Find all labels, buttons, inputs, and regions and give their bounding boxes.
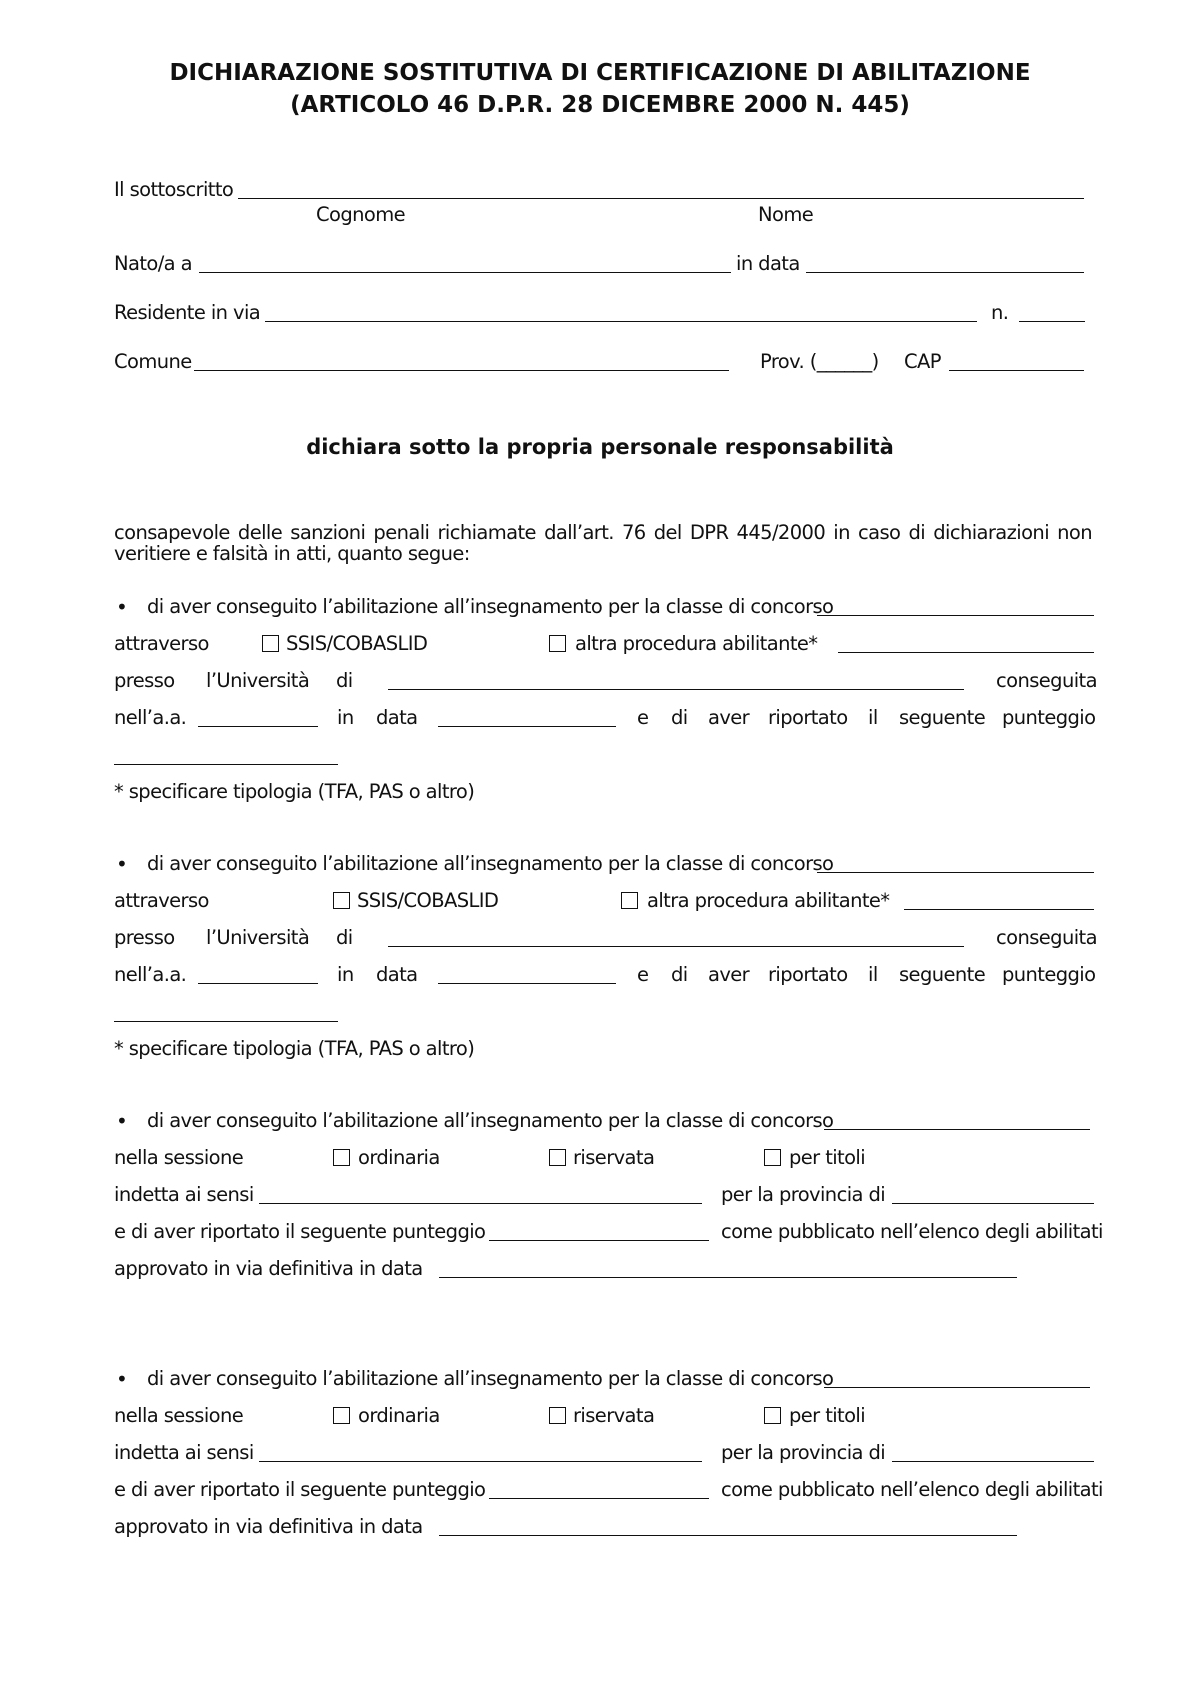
universita-field[interactable] <box>388 946 964 947</box>
presso-label: presso <box>114 926 175 949</box>
anno-accademico-label: nell’a.a. <box>114 963 187 986</box>
luogo-nascita-field[interactable] <box>199 272 731 273</box>
riportato-label: riportato <box>768 963 848 986</box>
punteggio-frase: e di aver riportato il seguente punteggio <box>114 1478 486 1501</box>
data-approvazione-field[interactable] <box>439 1535 1017 1536</box>
universita-field[interactable] <box>388 689 964 690</box>
e-label: e <box>637 963 649 986</box>
conseguita-label: conseguita <box>996 669 1097 692</box>
sessione-label: nella sessione <box>114 1404 244 1427</box>
abilitazione-text: di aver conseguito l’abilitazione all’insegnamento per la classe di concorso <box>147 852 834 875</box>
indetta-field[interactable] <box>259 1461 702 1462</box>
indetta-label: indetta ai sensi <box>114 1183 254 1206</box>
aver-label: aver <box>708 706 750 729</box>
punteggio-field[interactable] <box>489 1240 709 1241</box>
classe-concorso-field[interactable] <box>824 1387 1090 1388</box>
sottoscritto-label: Il sottoscritto <box>114 178 234 201</box>
il-label: il <box>868 706 878 729</box>
riservata-checkbox[interactable] <box>549 1149 566 1166</box>
cognome-caption: Cognome <box>316 203 406 226</box>
nome-cognome-field[interactable] <box>238 198 1084 199</box>
comune-field[interactable] <box>194 370 729 371</box>
altra-procedura-label: altra procedura abilitante* <box>647 889 890 912</box>
riservata-label: riservata <box>573 1146 655 1169</box>
approvato-label: approvato in via definitiva in data <box>114 1257 423 1280</box>
per-titoli-checkbox[interactable] <box>764 1407 781 1424</box>
ssis-label: SSIS/COBASLID <box>286 632 428 655</box>
bullet-icon: • <box>116 852 128 876</box>
di-label: di <box>336 669 353 692</box>
per-titoli-checkbox[interactable] <box>764 1149 781 1166</box>
provincia-field[interactable]: Prov. (______) <box>760 350 879 373</box>
numero-civico-field[interactable] <box>1019 321 1085 322</box>
pubblicato-label: come pubblicato nell’elenco degli abilitati <box>721 1478 1103 1501</box>
per-titoli-label: per titoli <box>789 1146 866 1169</box>
di-label: di <box>671 706 688 729</box>
altra-procedura-checkbox[interactable] <box>621 892 638 909</box>
sessione-label: nella sessione <box>114 1146 244 1169</box>
ssis-checkbox[interactable] <box>262 635 279 652</box>
punteggio-label: punteggio <box>1002 706 1096 729</box>
classe-concorso-field[interactable] <box>817 615 1094 616</box>
pubblicato-label: come pubblicato nell’elenco degli abilitati <box>721 1220 1103 1243</box>
in-label: in <box>337 963 354 986</box>
bullet-icon: • <box>116 1367 128 1391</box>
altra-procedura-field[interactable] <box>904 909 1094 910</box>
cap-label: CAP <box>904 350 941 373</box>
in-label: in <box>337 706 354 729</box>
per-titoli-label: per titoli <box>789 1404 866 1427</box>
nome-caption: Nome <box>758 203 814 226</box>
dichiara-heading: dichiara sotto la propria personale responsabilità <box>306 435 894 459</box>
in-data-label: in data <box>736 252 800 275</box>
di-label: di <box>671 963 688 986</box>
intro-paragraph: consapevole delle sanzioni penali richiamate dall’art. 76 del DPR 445/2000 in caso di dichiarazioni non veritiere e falsità in atti, quanto segue: <box>114 521 1092 565</box>
riservata-checkbox[interactable] <box>549 1407 566 1424</box>
specificare-note: * specificare tipologia (TFA, PAS o altro) <box>114 780 475 803</box>
ordinaria-checkbox[interactable] <box>333 1407 350 1424</box>
indetta-label: indetta ai sensi <box>114 1441 254 1464</box>
abilitazione-text: di aver conseguito l’abilitazione all’insegnamento per la classe di concorso <box>147 595 834 618</box>
form-subtitle: (ARTICOLO 46 D.P.R. 28 DICEMBRE 2000 N. 445) <box>290 92 910 118</box>
data-label: data <box>376 963 418 986</box>
numero-label: n. <box>991 301 1009 324</box>
ordinaria-label: ordinaria <box>358 1404 440 1427</box>
ordinaria-checkbox[interactable] <box>333 1149 350 1166</box>
classe-concorso-field[interactable] <box>817 872 1094 873</box>
conseguita-label: conseguita <box>996 926 1097 949</box>
universita-label: l’Università <box>206 926 310 949</box>
abilitazione-text: di aver conseguito l’abilitazione all’insegnamento per la classe di concorso <box>147 1109 834 1132</box>
bullet-icon: • <box>116 1109 128 1133</box>
via-field[interactable] <box>265 321 977 322</box>
punteggio-label: punteggio <box>1002 963 1096 986</box>
anno-accademico-label: nell’a.a. <box>114 706 187 729</box>
universita-label: l’Università <box>206 669 310 692</box>
seguente-label: seguente <box>899 706 986 729</box>
provincia-label: per la provincia di <box>721 1441 886 1464</box>
ssis-label: SSIS/COBASLID <box>357 889 499 912</box>
data-label: data <box>376 706 418 729</box>
comune-label: Comune <box>114 350 192 373</box>
cap-field[interactable] <box>949 370 1084 371</box>
anno-accademico-field[interactable] <box>198 983 318 984</box>
provincia-concorso-field[interactable] <box>892 1461 1094 1462</box>
altra-procedura-checkbox[interactable] <box>549 635 566 652</box>
attraverso-label: attraverso <box>114 632 209 655</box>
il-label: il <box>868 963 878 986</box>
classe-concorso-field[interactable] <box>824 1129 1090 1130</box>
nato-label: Nato/a a <box>114 252 192 275</box>
indetta-field[interactable] <box>259 1203 702 1204</box>
punteggio-frase: e di aver riportato il seguente punteggio <box>114 1220 486 1243</box>
data-conseguimento-field[interactable] <box>438 726 616 727</box>
form-title: DICHIARAZIONE SOSTITUTIVA DI CERTIFICAZIONE DI ABILITAZIONE <box>169 60 1031 86</box>
punteggio-field[interactable] <box>489 1498 709 1499</box>
presso-label: presso <box>114 669 175 692</box>
provincia-label: per la provincia di <box>721 1183 886 1206</box>
altra-procedura-label: altra procedura abilitante* <box>575 632 818 655</box>
riservata-label: riservata <box>573 1404 655 1427</box>
altra-procedura-field[interactable] <box>838 652 1094 653</box>
e-label: e <box>637 706 649 729</box>
data-approvazione-field[interactable] <box>439 1277 1017 1278</box>
specificare-note: * specificare tipologia (TFA, PAS o altro) <box>114 1037 475 1060</box>
data-conseguimento-field[interactable] <box>438 983 616 984</box>
provincia-concorso-field[interactable] <box>892 1203 1094 1204</box>
punteggio-field[interactable] <box>114 764 338 765</box>
ssis-checkbox[interactable] <box>333 892 350 909</box>
seguente-label: seguente <box>899 963 986 986</box>
punteggio-field[interactable] <box>114 1021 338 1022</box>
anno-accademico-field[interactable] <box>198 726 318 727</box>
attraverso-label: attraverso <box>114 889 209 912</box>
data-nascita-field[interactable] <box>806 272 1084 273</box>
bullet-icon: • <box>116 595 128 619</box>
residente-label: Residente in via <box>114 301 261 324</box>
aver-label: aver <box>708 963 750 986</box>
ordinaria-label: ordinaria <box>358 1146 440 1169</box>
approvato-label: approvato in via definitiva in data <box>114 1515 423 1538</box>
di-label: di <box>336 926 353 949</box>
riportato-label: riportato <box>768 706 848 729</box>
abilitazione-text: di aver conseguito l’abilitazione all’insegnamento per la classe di concorso <box>147 1367 834 1390</box>
